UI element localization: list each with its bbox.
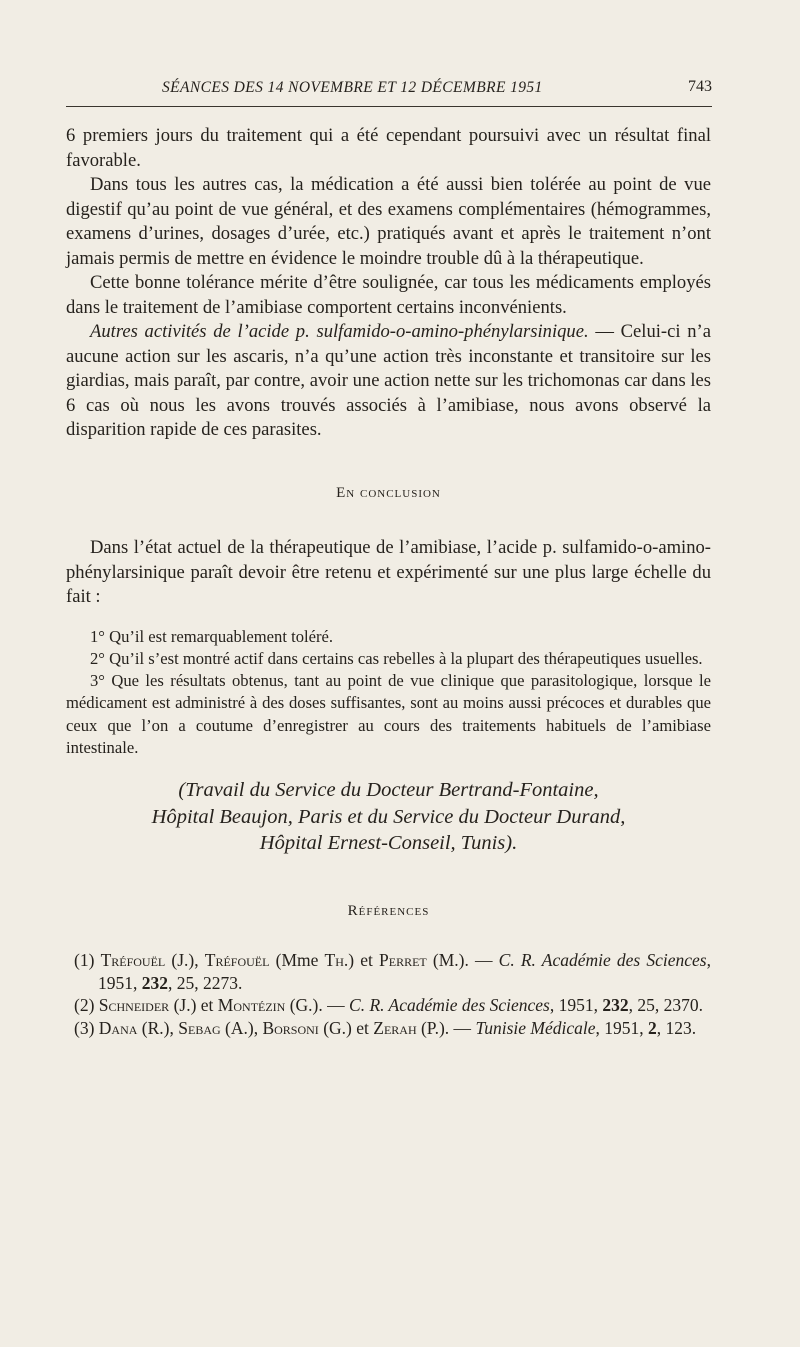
ref-year: , 1951,: [549, 995, 603, 1016]
credit-block: [66, 777, 711, 857]
ref-initials: (R.),: [137, 1017, 179, 1038]
ref-initials: (G.) et: [318, 1017, 374, 1038]
ref-initials: (M.). —: [426, 950, 499, 971]
conclusion-item-2: 2° Qu’il s’est montré actif dans certains cas rebelles à la plupart des thérapeutiques usuelles.: [90, 648, 703, 668]
reference-1: [66, 949, 711, 994]
ref-author: Perret: [379, 950, 427, 971]
ref-author: Tréfouël: [204, 950, 270, 971]
ref-pages: , 25, 2370.: [628, 995, 703, 1016]
section-lead-italic: Autres activités de l’acide p. sulfamido-o-amino-phénylarsinique.: [90, 321, 589, 342]
paragraph-remark: Cette bonne tolérance mérite d’être soulignée, car tous les médicaments employés dans le traitement de l’amibiase comportent certains inconvénients.: [66, 272, 711, 318]
references-list: [66, 949, 711, 1039]
ref-journal: Tunisie Médicale: [475, 1017, 596, 1038]
ref-year: , 1951,: [98, 950, 711, 993]
ref-author: Sebag: [178, 1017, 221, 1038]
conclusion-intro: Dans l’état actuel de la thérapeutique de l’amibiase, l’acide p. sulfamido-o-amino-phénylarsinique paraît devoir être retenu et expérimenté sur une plus large échelle du fait :: [66, 537, 711, 607]
ref-author: Montézin: [217, 995, 286, 1016]
ref-volume: 232: [141, 972, 168, 993]
credit-line: Hôpital Ernest-Conseil, Tunis).: [259, 832, 518, 855]
page-header: [66, 78, 712, 107]
conclusion-item-1: 1° Qu’il est remarquablement toléré.: [90, 626, 334, 646]
paragraph-other-activities: [66, 320, 711, 443]
credit-line: (Travail du Service du Docteur Bertrand-Fontaine,: [178, 779, 599, 802]
ref-number: (1): [74, 950, 95, 971]
running-title: SÉANCES DES 14 NOVEMBRE ET 12 DÉCEMBRE 1951: [162, 79, 543, 96]
conclusion-list: [66, 626, 711, 760]
conclusion-item-3: 3° Que les résultats obtenus, tant au point de vue clinique que parasitologique, lorsque le médicament est administré à des doses suffisantes, sont au moins aussi précoces et durables que ceux que l’on a coutume d’enregistrer au cours des traitements habituels de l’amibiase intestinale.: [66, 671, 711, 757]
conclusion-heading: En conclusion: [336, 484, 441, 501]
ref-number: (2): [74, 995, 95, 1016]
ref-volume: 232: [602, 995, 629, 1016]
page-number: 743: [688, 78, 712, 95]
section-lead-text: — Celui-ci n’a aucune action sur les ascaris, n’a qu’une action très inconstante et transitoire sur les giardias, mais paraît, par contre, avoir une action nette sur les trichomonas car dans les 6 cas où nous les avons trouvés associés à l’amibiase, nous avons observé la disparition rapide de ces parasites.: [66, 321, 711, 440]
ref-volume: 2: [648, 1017, 657, 1038]
reference-3: [66, 1017, 711, 1040]
ref-initials: (A.),: [220, 1017, 263, 1038]
reference-2: [66, 994, 711, 1017]
ref-initials: (Mme: [269, 950, 325, 971]
ref-initials: (G.). —: [285, 995, 350, 1016]
ref-author: Dana: [98, 1017, 138, 1038]
ref-journal: C. R. Académie des Sciences: [498, 950, 707, 971]
ref-initials: (J.),: [165, 950, 205, 971]
ref-connector: ) et: [348, 950, 380, 971]
ref-author: Tréfouël: [100, 950, 166, 971]
ref-year: , 1951,: [595, 1017, 648, 1038]
ref-initials: Th.: [324, 950, 349, 971]
ref-author: Borsoni: [262, 1017, 319, 1038]
ref-author: Schneider: [98, 995, 170, 1016]
ref-initials: (P.). —: [416, 1017, 476, 1038]
paragraph-tolerance: Dans tous les autres cas, la médication a été aussi bien tolérée au point de vue digestif qu’au point de vue général, et des examens complémentaires (hémogrammes, examens d’urines, dosages d’urée, etc.) pratiqués avant et après le traitement n’ont jamais permis de mettre en évidence le moindre trouble dû à la thérapeutique.: [66, 174, 711, 269]
article-body: [66, 124, 711, 1039]
ref-author: Zerah: [373, 1017, 417, 1038]
ref-journal: C. R. Académie des Sciences: [349, 995, 550, 1016]
credit-line: Hôpital Beaujon, Paris et du Service du Docteur Durand,: [151, 805, 626, 828]
ref-number: (3): [74, 1017, 95, 1038]
paragraph-continuation: 6 premiers jours du traitement qui a été cependant poursuivi avec un résultat final favorable.: [66, 125, 711, 171]
references-heading: Références: [347, 902, 430, 919]
ref-initials: (J.) et: [169, 995, 218, 1016]
ref-pages: , 123.: [656, 1017, 697, 1038]
ref-pages: , 25, 2273.: [168, 972, 243, 993]
